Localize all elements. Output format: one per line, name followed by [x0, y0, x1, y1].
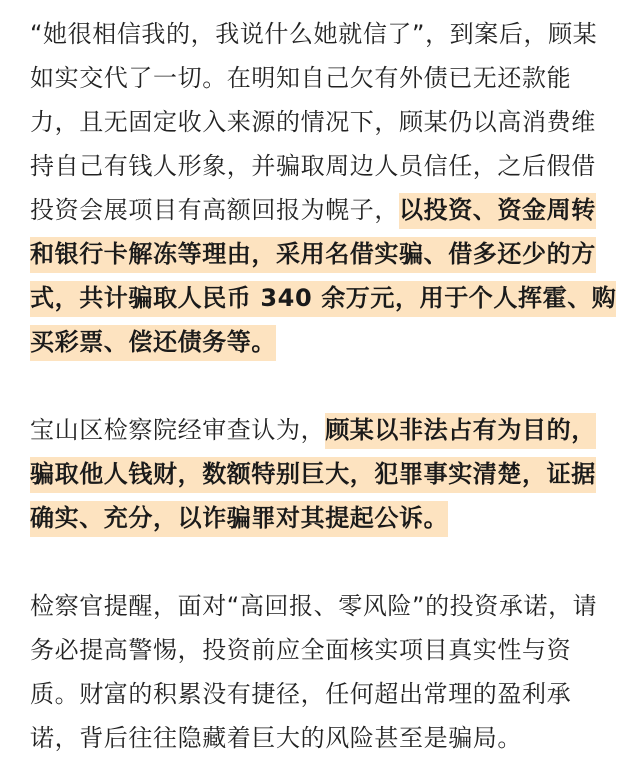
plain-text: 投资会展项目有高额回报为幌子，	[30, 196, 399, 224]
highlighted-text: 顾某以非法占有为目的，	[325, 413, 596, 449]
text-line: 检察官提醒，面对“高回报、零风险”的投资承诺，请	[30, 592, 598, 620]
text-line	[30, 452, 630, 496]
article-body	[30, 12, 630, 760]
plain-text: 宝山区检察院经审查认为，	[30, 416, 326, 444]
text-line: 务必提高警惕，投资前应全面核实项目真实性与资	[30, 636, 572, 664]
text-line	[30, 276, 630, 320]
text-line	[30, 408, 630, 452]
highlighted-text: 确实、充分，以诈骗罪对其提起公诉。	[30, 501, 448, 537]
text-line: 持自己有钱人形象，并骗取周边人员信任，之后假借	[30, 152, 596, 180]
paragraph-prosecutor-warning	[30, 584, 630, 760]
text-line	[30, 188, 630, 232]
highlighted-text: 骗取他人钱财，数额特别巨大，犯罪事实清楚，证据	[30, 457, 596, 493]
text-line: “她很相信我的，我说什么她就信了”，到案后，顾某	[30, 20, 598, 48]
text-line: 质。财富的积累没有捷径，任何超出常理的盈利承	[30, 680, 572, 708]
text-line	[30, 232, 630, 276]
paragraph-spacer	[30, 540, 630, 584]
text-line: 诺，背后往往隐藏着巨大的风险甚至是骗局。	[30, 724, 522, 752]
paragraph-case-details	[30, 12, 630, 364]
highlighted-text: 以投资、资金周转	[399, 193, 596, 229]
text-line	[30, 320, 630, 364]
highlighted-text: 买彩票、偿还债务等。	[30, 325, 276, 361]
text-line: 力，且无固定收入来源的情况下，顾某仍以高消费维	[30, 108, 596, 136]
paragraph-spacer	[30, 364, 630, 408]
highlighted-text: 式，共计骗取人民币 340 余万元，用于个人挥霍、购	[30, 281, 616, 317]
highlighted-text: 和银行卡解冻等理由，采用名借实骗、借多还少的方	[30, 237, 596, 273]
text-line: 如实交代了一切。在明知自己欠有外债已无还款能	[30, 64, 572, 92]
paragraph-prosecution	[30, 408, 630, 540]
text-line	[30, 496, 630, 540]
